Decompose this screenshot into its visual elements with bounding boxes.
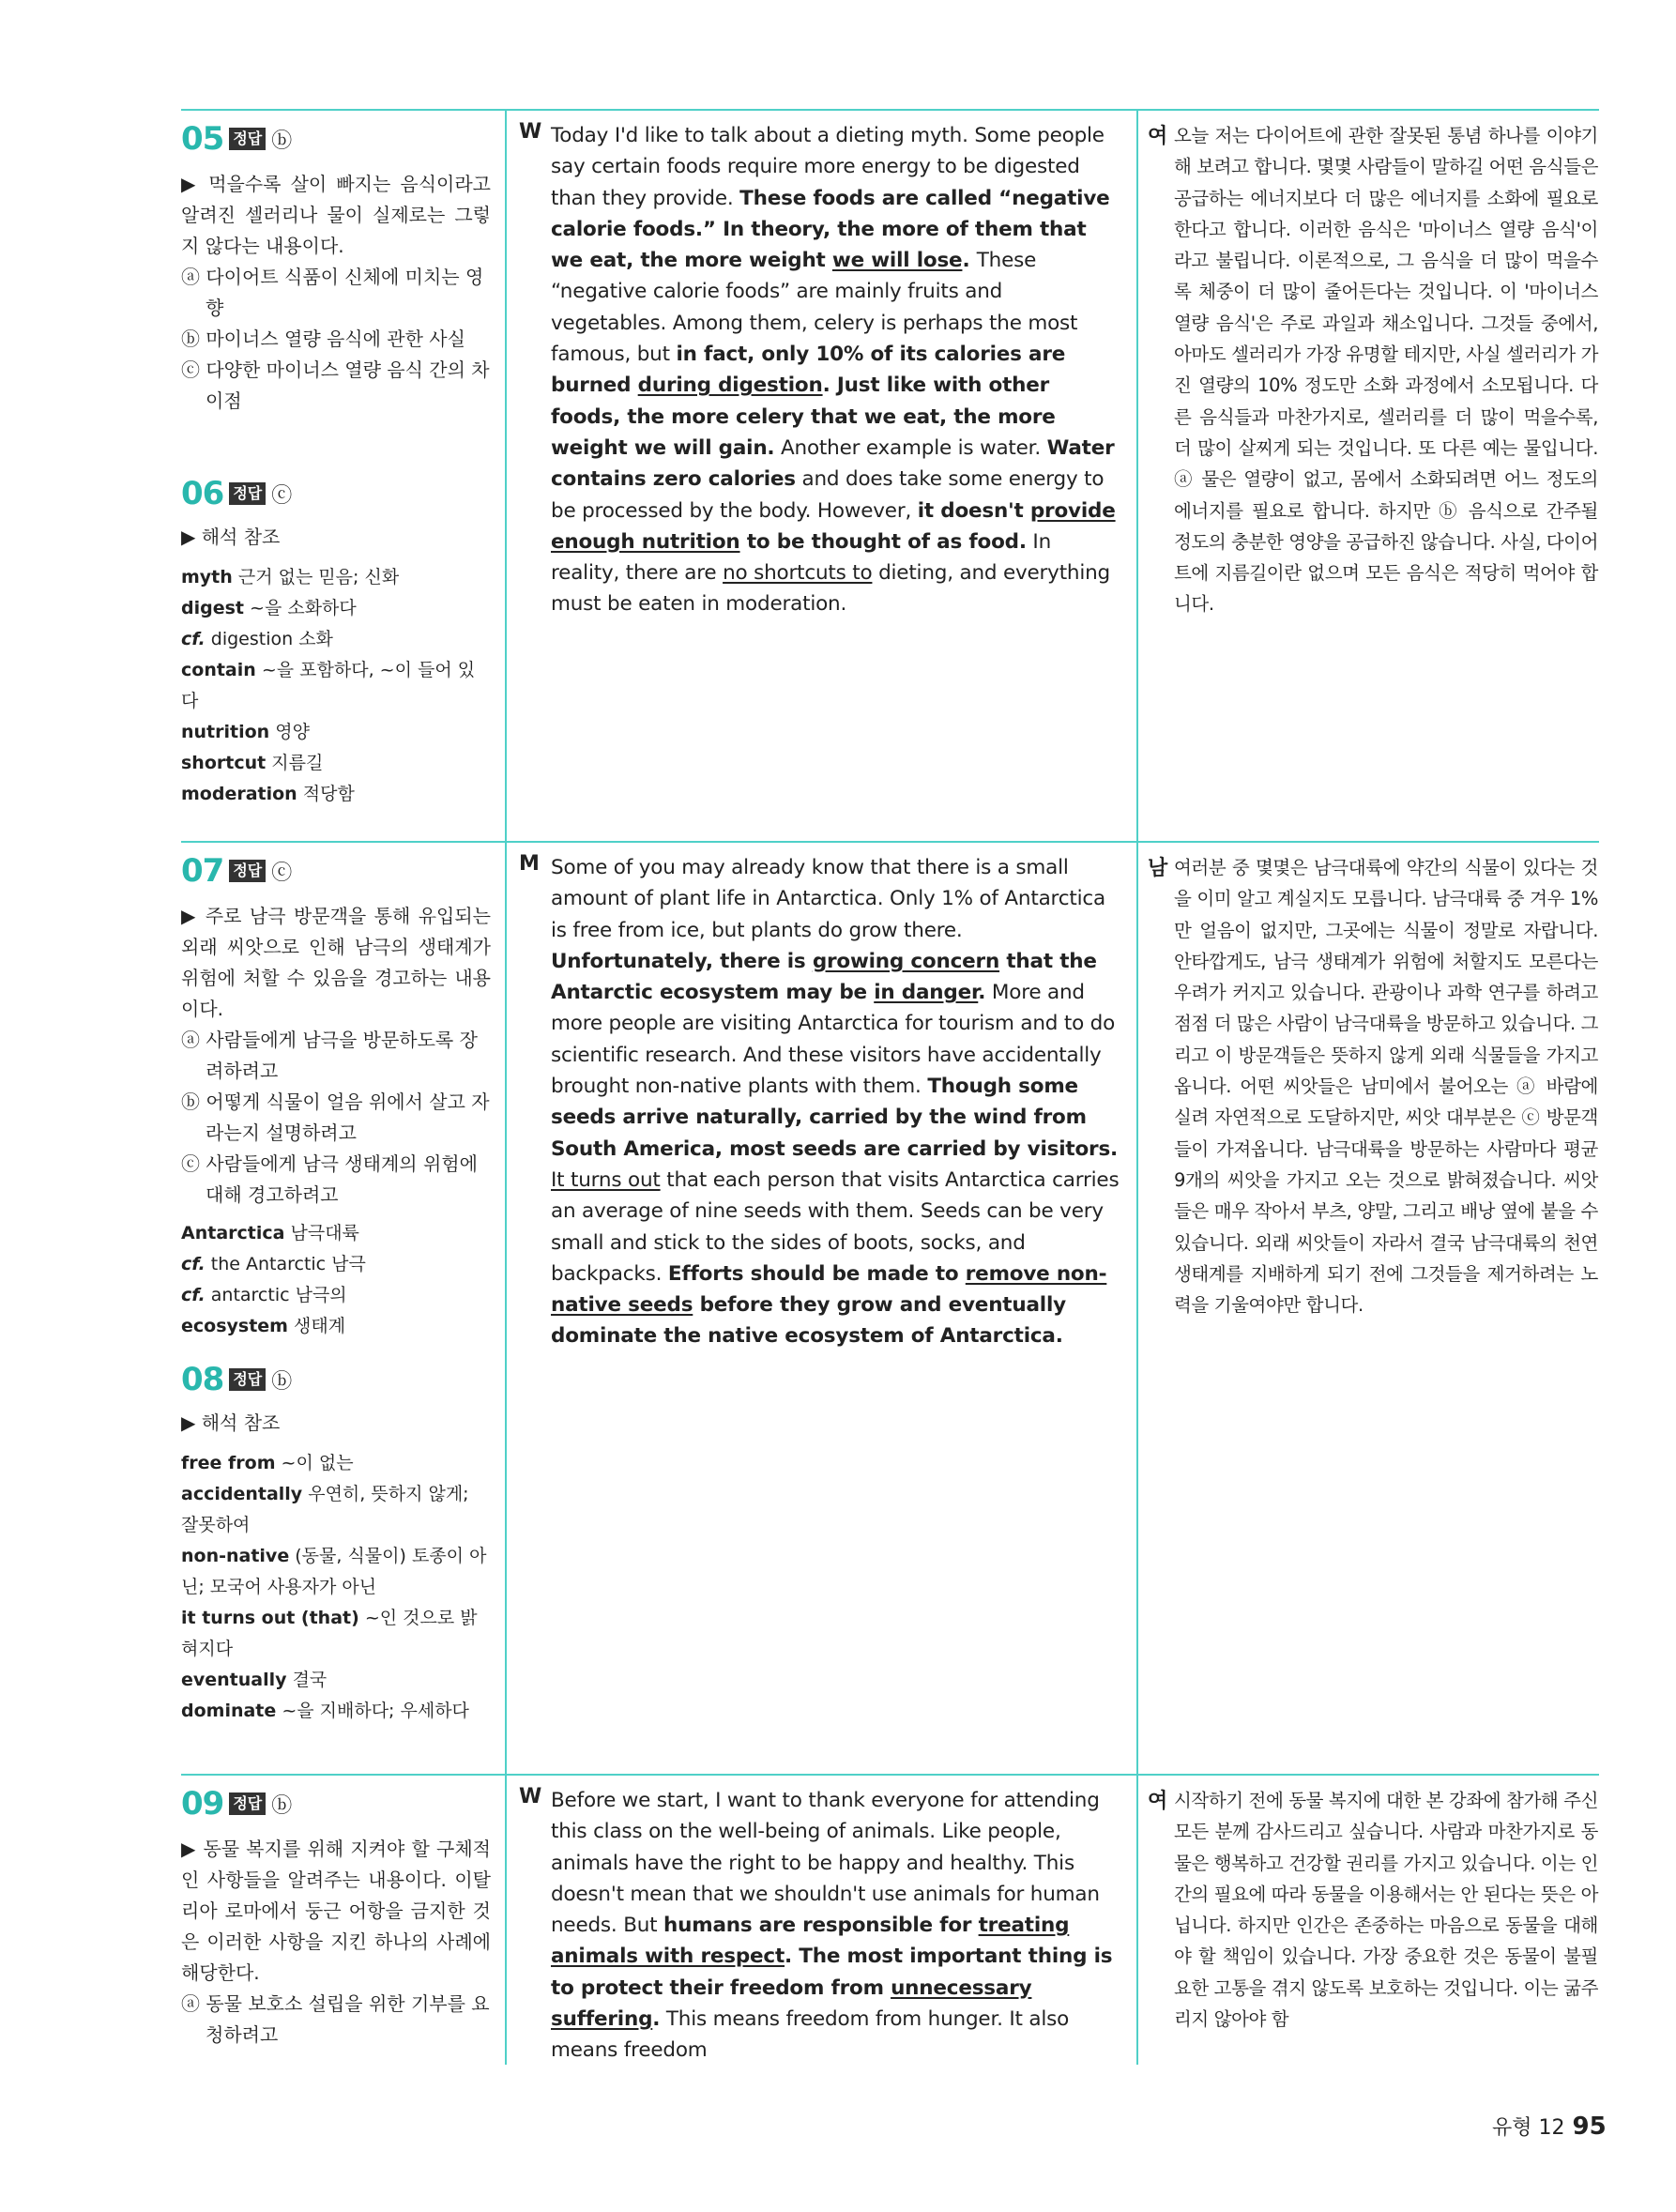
vocab-meaning: ~인 것으로 밝혀지다 bbox=[181, 1608, 478, 1659]
vocab-item bbox=[181, 748, 491, 779]
vocab-meaning: 적당함 bbox=[297, 784, 355, 804]
vocab-meaning: 근거 없는 믿음; 신화 bbox=[232, 567, 400, 587]
vocab-word: non-native bbox=[181, 1546, 290, 1566]
vocab-meaning: ~이 없는 bbox=[275, 1453, 354, 1473]
passage-run: dieting, and everything must be eaten in moderation. bbox=[551, 561, 1110, 617]
answer-badge: 정답 bbox=[229, 1368, 266, 1391]
vocab-meaning: ~을 지배하다; 우세하다 bbox=[276, 1701, 469, 1721]
passage-run: remove non-native seeds bbox=[551, 1261, 1107, 1318]
reference-note: ▶ 해석 참조 bbox=[181, 1411, 281, 1434]
question-header-05 bbox=[181, 120, 491, 158]
korean-passage: 오늘 저는 다이어트에 관한 잘못된 통념 하나를 이야기해 보려고 합니다. 몇몇 사람들이 말하길 어떤 음식들은 공급하는 에너지보다 더 많은 에너지를 소화에 필요로 한다고 합니다. 이러한 음식은 '마이너스 열량 음식'이라고 불립니다. 이론적으로, 그 음식을 더 많이 먹을수록 체중이 더 많이 줄어든다는 것입니다. 이 '마이너스 열량 음식'은 주로 과일과 채소입니다. 그것들 중에서, 아마도 셀러리가 가장 유명할 테지만, 사실 셀러리가 가진 열량의 10% 정도만 소화 과정에서 소모됩니다. 다른 음식들과 마찬가지로, 셀러리를 더 많이 먹을수록, 더 많이 살찌게 되는 것입니다. 또 다른 예는 물입니다. ⓐ 물은 열량이 없고, 몸에서 소화되려면 어느 정도의 에너지를 필요로 합니다. 하지만 ⓑ 음식으로 간주될 정도의 충분한 영양을 공급하진 않습니다. 사실, 다이어트에 지름길이란 없으며 모든 음식은 적당히 먹어야 합니다. bbox=[1174, 125, 1599, 616]
option-list bbox=[181, 1989, 491, 2051]
passage-run: Unfortunately, there is bbox=[551, 949, 813, 973]
vocab-word: it turns out (that) bbox=[181, 1608, 359, 1628]
vocab-word: ecosystem bbox=[181, 1316, 288, 1336]
summary-text: ▶ 먹을수록 살이 빠지는 음식이라고 알려진 셀러리나 물이 실제로는 그렇지 않다는 내용이다. bbox=[181, 173, 491, 257]
footer-label: 유형 12 bbox=[1492, 2116, 1565, 2140]
vocab-item bbox=[181, 1603, 491, 1665]
vocab-item bbox=[181, 779, 491, 810]
passage-run: . bbox=[962, 249, 977, 273]
passage-run: In reality, there are bbox=[551, 529, 1051, 586]
vocab-item bbox=[181, 1448, 491, 1479]
answer-column-q05 bbox=[181, 120, 491, 810]
vocab-meaning: 남극의 bbox=[289, 1285, 347, 1305]
vocab-item bbox=[181, 1479, 491, 1541]
vocab-word: eventually bbox=[181, 1670, 287, 1690]
vocab-item bbox=[181, 1696, 491, 1727]
english-script-q07 bbox=[519, 852, 1120, 1352]
answer-value: ⓒ bbox=[271, 861, 293, 885]
page-footer bbox=[1492, 2112, 1607, 2141]
question-number: 09 bbox=[181, 1785, 224, 1823]
english-passage bbox=[551, 120, 1120, 620]
answer-value: ⓑ bbox=[271, 1369, 293, 1394]
english-script-q09 bbox=[519, 1785, 1120, 2067]
passage-run: to be thought of as food. bbox=[739, 529, 1027, 554]
option-list bbox=[181, 262, 491, 417]
vocab-word: nutrition bbox=[181, 722, 270, 742]
row-divider-1 bbox=[181, 841, 1599, 843]
passage-run: treating animals with respect bbox=[551, 1914, 1070, 1969]
korean-translation-q05 bbox=[1148, 120, 1598, 620]
passage-run: it doesn't bbox=[917, 498, 1030, 523]
summary-text: ▶ 주로 남극 방문객을 통해 유입되는 외래 씨앗으로 인해 남극의 생태계가 위험에 처할 수 있음을 경고하는 내용이다. bbox=[181, 905, 491, 1020]
passage-run: we will lose bbox=[831, 249, 963, 273]
question-number: 08 bbox=[181, 1361, 224, 1398]
vocab-list bbox=[181, 562, 491, 810]
vocab-meaning: 우연히, 뜻하지 않게; 잘못하여 bbox=[181, 1484, 469, 1535]
answer-badge: 정답 bbox=[229, 860, 266, 882]
page-number: 95 bbox=[1572, 2113, 1607, 2141]
answer-badge: 정답 bbox=[229, 128, 266, 150]
answer-column-q09 bbox=[181, 1785, 491, 2051]
question-header-07 bbox=[181, 852, 491, 890]
answer-option: ⓐ 다이어트 식품이 신체에 미치는 영향 bbox=[181, 266, 484, 319]
english-passage bbox=[551, 1785, 1120, 2067]
vocab-word: digest bbox=[181, 598, 244, 618]
vocab-meaning: (동물, 식물이) 토종이 아닌; 모국어 사용자가 아닌 bbox=[181, 1546, 487, 1597]
vocab-item bbox=[181, 624, 491, 655]
vocab-meaning: 소화 bbox=[293, 629, 333, 649]
vocab-meaning: 생태계 bbox=[287, 1316, 346, 1336]
vocab-meaning: 영양 bbox=[269, 722, 310, 742]
vocab-word: myth bbox=[181, 567, 233, 587]
english-passage bbox=[551, 852, 1120, 1352]
vocab-word: contain bbox=[181, 660, 256, 680]
vocab-item bbox=[181, 562, 491, 593]
column-divider-2 bbox=[1136, 109, 1138, 2065]
speaker-label: 남 bbox=[1148, 857, 1168, 880]
question-number: 05 bbox=[181, 120, 224, 158]
vocab-word: cf. digestion bbox=[181, 629, 294, 649]
passage-run: provide enough nutrition bbox=[551, 498, 1116, 554]
vocab-word: accidentally bbox=[181, 1484, 303, 1504]
vocab-word: cf. the Antarctic bbox=[181, 1254, 327, 1274]
reference-note: ▶ 해석 참조 bbox=[181, 526, 281, 548]
vocab-meaning: 지름길 bbox=[266, 753, 324, 773]
vocab-word: Antarctica bbox=[181, 1223, 285, 1243]
vocab-item bbox=[181, 593, 491, 624]
korean-passage: 여러분 중 몇몇은 남극대륙에 약간의 식물이 있다는 것을 이미 알고 계실지도 모릅니다. 남극대륙 중 겨우 1%만 얼음이 없지만, 그곳에는 식물이 정말로 자랍니다. 안타깝게도, 남극 생태계가 위험에 처할지도 모른다는 우려가 커지고 있습니다. 관광이나 과학 연구를 하려고 점점 더 많은 사람이 남극대륙을 방문하고 있습니다. 그리고 이 방문객들은 뜻하지 않게 외래 식물들을 가지고 옵니다. 어떤 씨앗들은 남미에서 불어오는 ⓐ 바람에 실려 자연적으로 도달하지만, 씨앗 대부분은 ⓒ 방문객들이 가져옵니다. 남극대륙을 방문하는 사람마다 평균 9개의 씨앗을 가지고 오는 것으로 밝혀졌습니다. 씨앗들은 매우 작아서 부츠, 양말, 그리고 배낭 옆에 붙을 수 있습니다. 외래 씨앗들이 자라서 결국 남극대륙의 천연 생태계를 지배하게 되기 전에 그것들을 제거하려는 노력을 기울여야만 합니다. bbox=[1174, 857, 1599, 1317]
vocab-item bbox=[181, 1218, 491, 1249]
vocab-item bbox=[181, 1665, 491, 1696]
vocab-word: shortcut bbox=[181, 753, 267, 773]
passage-run: before they grow and eventually dominate the native ecosystem of Antarctica. bbox=[551, 1293, 1066, 1349]
answer-value: ⓑ bbox=[271, 129, 293, 153]
passage-run: It turns out bbox=[551, 1167, 661, 1192]
vocab-item bbox=[181, 717, 491, 748]
vocab-item bbox=[181, 1249, 491, 1280]
passage-run: These “negative calorie foods” are mainly fruits and vegetables. Among them, celery is perhaps the most famous, but bbox=[551, 249, 1078, 367]
answer-option: ⓐ 사람들에게 남극을 방문하도록 장려하려고 bbox=[181, 1029, 478, 1082]
speaker-label: 여 bbox=[1148, 1790, 1168, 1813]
option-list bbox=[181, 1025, 491, 1211]
passage-run: Before we start, I want to thank everyone for attending this class on the well-being of animals. Like people, animals have the right to be happy and healthy. This doesn't mean that we shouldn't use animals for human needs. But bbox=[551, 1789, 1100, 1938]
answer-option: ⓑ 어떻게 식물이 얼음 위에서 살고 자라는지 설명하려고 bbox=[181, 1091, 490, 1144]
vocab-item bbox=[181, 655, 491, 717]
column-divider-1 bbox=[505, 109, 507, 2065]
vocab-word: cf. antarctic bbox=[181, 1285, 290, 1305]
vocab-item bbox=[181, 1541, 491, 1603]
vocab-list bbox=[181, 1218, 491, 1342]
answer-badge: 정답 bbox=[229, 482, 266, 505]
question-number: 06 bbox=[181, 475, 224, 512]
passage-run: Another example is water. bbox=[774, 435, 1047, 460]
korean-translation-q07 bbox=[1148, 852, 1598, 1320]
vocab-word: free from bbox=[181, 1453, 276, 1473]
passage-run: Some of you may already know that there is a small amount of plant life in Antarctica. Only 1% of Antarctica is free from ice, but plants do grow there. bbox=[551, 856, 1105, 942]
vocab-meaning: 남극 bbox=[326, 1254, 366, 1274]
passage-run: Today I'd like to talk about a dieting myth. Some people say certain foods require more energy to be digested than they provide. bbox=[551, 124, 1105, 210]
vocab-list bbox=[181, 1448, 491, 1727]
question-header-09 bbox=[181, 1785, 491, 1823]
korean-passage: 시작하기 전에 동물 복지에 대한 본 강좌에 참가해 주신 모든 분께 감사드리고 싶습니다. 사람과 마찬가지로 동물은 행복하고 건강할 권리를 가지고 있습니다. 이는 인간의 필요에 따라 동물을 이용해서는 안 된다는 뜻은 아닙니다. 하지만 인간은 존중하는 마음으로 동물을 대해야 할 책임이 있습니다. 가장 중요한 것은 동물이 불필요한 고통을 겪지 않도록 보호하는 것입니다. 이는 굶주리지 않아야 함 bbox=[1174, 1790, 1599, 2031]
answer-option: ⓒ 다양한 마이너스 열량 음식 간의 차이점 bbox=[181, 358, 490, 412]
vocab-meaning: 결국 bbox=[286, 1670, 328, 1690]
passage-run: This means freedom from hunger. It also means freedom bbox=[551, 2007, 1070, 2063]
passage-run: unnecessary suffering bbox=[551, 1976, 1032, 2032]
passage-run: . The most important thing is to protect their freedom from bbox=[551, 1945, 1113, 2000]
vocab-meaning: ~을 포함하다, ~이 들어 있다 bbox=[181, 660, 476, 711]
answer-column-q07 bbox=[181, 852, 491, 1727]
speaker-label: W bbox=[519, 120, 542, 144]
passage-run: humans are responsible for bbox=[663, 1914, 979, 1938]
passage-run: More and more people are visiting Antarctica for tourism and to do scientific research. And these visitors have accidentally brought non-native plants with them. bbox=[551, 981, 1116, 1099]
answer-option: ⓐ 동물 보호소 설립을 위한 기부를 요청하려고 bbox=[181, 1992, 490, 2046]
passage-run: Water contains zero calories bbox=[551, 435, 1115, 492]
speaker-label: W bbox=[519, 1785, 542, 1808]
vocab-meaning: ~을 소화하다 bbox=[244, 598, 357, 618]
vocab-item bbox=[181, 1280, 491, 1311]
passage-run: during digestion bbox=[637, 374, 823, 398]
korean-translation-q09 bbox=[1148, 1785, 1598, 2035]
passage-run: no shortcuts to bbox=[723, 561, 873, 586]
speaker-label: 여 bbox=[1148, 125, 1168, 148]
question-header-08 bbox=[181, 1361, 491, 1398]
answer-option: ⓑ 마이너스 열량 음식에 관한 사실 bbox=[181, 328, 465, 350]
passage-run: in danger bbox=[874, 981, 979, 1005]
question-number: 07 bbox=[181, 852, 224, 890]
question-header-06 bbox=[181, 475, 491, 512]
answer-badge: 정답 bbox=[229, 1792, 266, 1815]
vocab-word: moderation bbox=[181, 784, 297, 804]
passage-run: . bbox=[652, 2007, 661, 2032]
passage-run: that the Antarctic ecosystem may be bbox=[551, 949, 1097, 1005]
vocab-word: dominate bbox=[181, 1701, 277, 1721]
answer-value: ⓑ bbox=[271, 1793, 293, 1818]
passage-run: that each person that visits Antarctica carries an average of nine seeds with them. Seeds can be very small and stick to the sides of boots, socks, and backpacks. bbox=[551, 1167, 1120, 1286]
answer-value: ⓒ bbox=[271, 483, 293, 508]
answer-option: ⓒ 사람들에게 남극 생태계의 위험에 대해 경고하려고 bbox=[181, 1152, 478, 1206]
passage-run: in fact, only 10% of its calories are burned bbox=[551, 343, 1066, 398]
summary-text: ▶ 동물 복지를 위해 지켜야 할 구체적인 사항들을 알려주는 내용이다. 이탈리아 로마에서 둥근 어항을 금지한 것은 이러한 사항을 지킨 하나의 사례에 해당한다. bbox=[181, 1838, 491, 1984]
passage-run: These foods are called “negative calorie foods.” In theory, the more of them that we eat, the more weight bbox=[551, 186, 1110, 273]
passage-run: . Just like with other foods, the more celery that we eat, the more weight we will gain. bbox=[551, 374, 1056, 460]
vocab-item bbox=[181, 1311, 491, 1342]
passage-run: . bbox=[978, 981, 986, 1005]
passage-run: growing concern bbox=[812, 949, 1000, 973]
top-rule bbox=[181, 109, 1599, 111]
passage-run: Efforts should be made to bbox=[667, 1261, 966, 1286]
vocab-meaning: 남극대륙 bbox=[284, 1223, 359, 1243]
speaker-label: M bbox=[519, 852, 540, 876]
passage-run: Though some seeds arrive naturally, carried by the wind from South America, most seeds are carried by visitors. bbox=[551, 1075, 1119, 1161]
english-script-q05 bbox=[519, 120, 1120, 620]
passage-run: and does take some energy to be processed by the body. However, bbox=[551, 467, 1105, 523]
row-divider-2 bbox=[181, 1774, 1599, 1776]
